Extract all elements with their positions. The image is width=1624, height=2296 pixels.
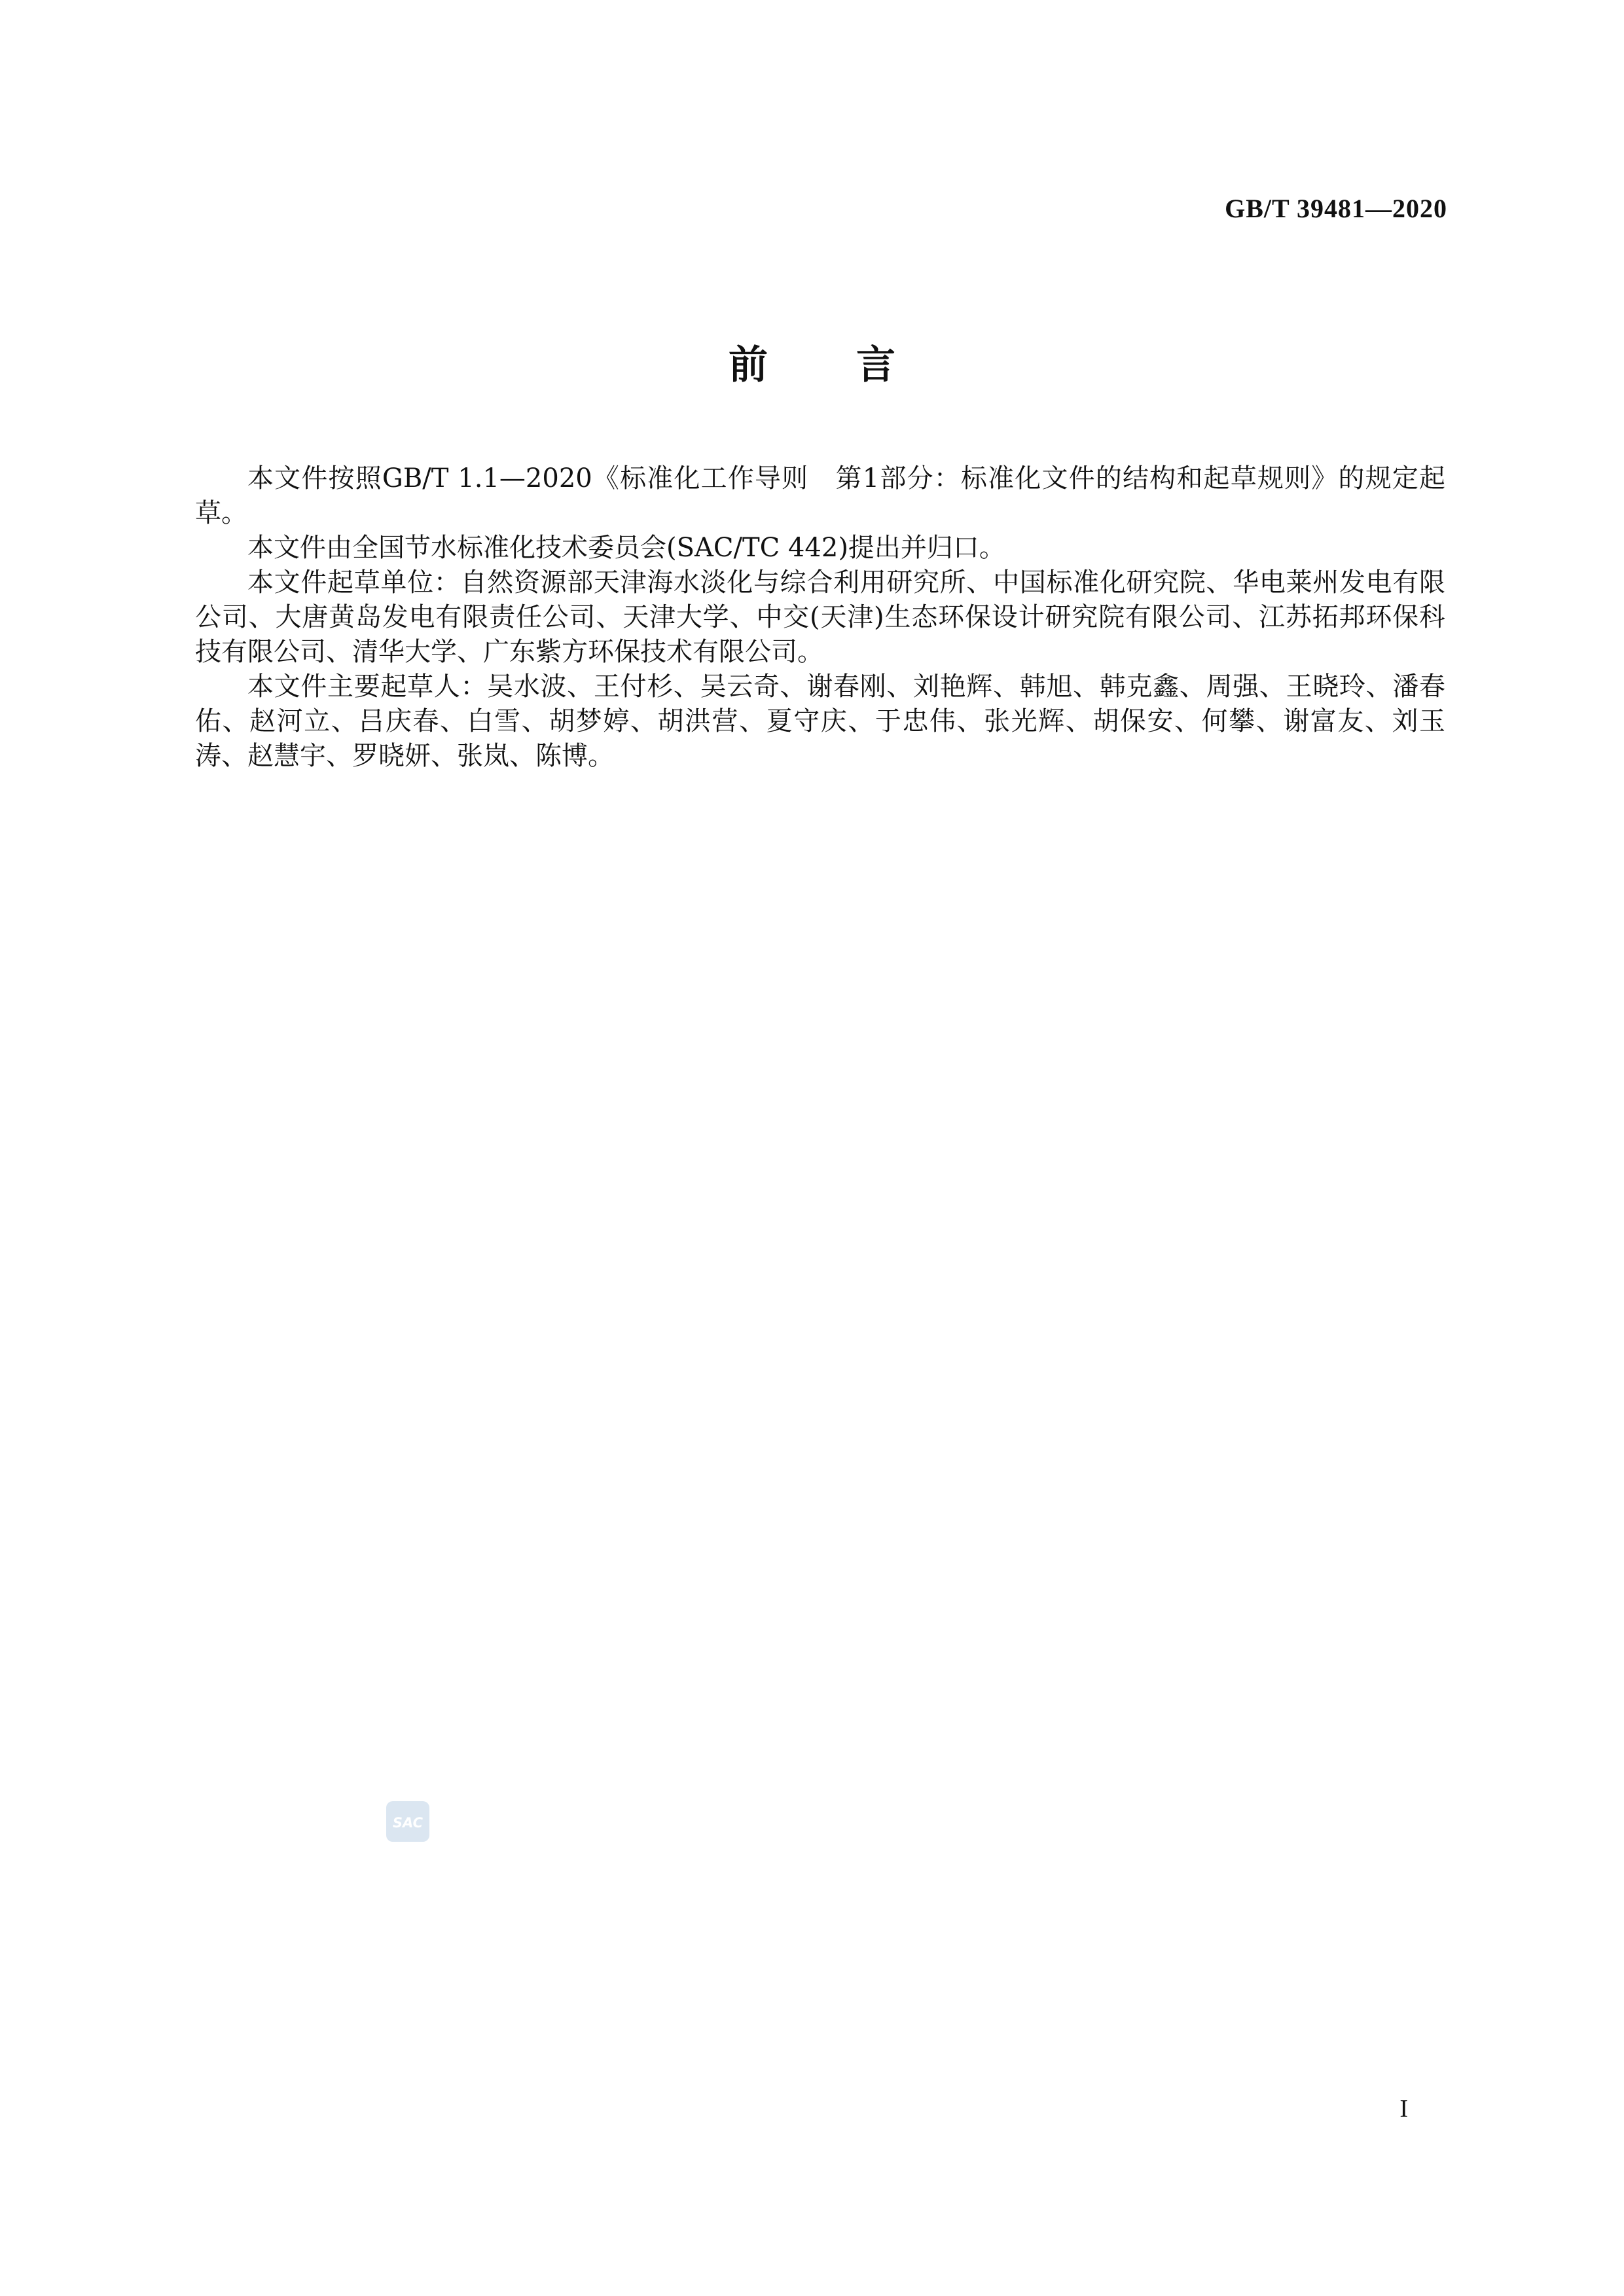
paragraph-drafting-units: 本文件起草单位：自然资源部天津海水淡化与综合利用研究所、中国标准化研究院、华电莱州发电有限公司、大唐黄岛发电有限责任公司、天津大学、中交(天津)生态环保设计研究院有限公司、江苏拓邦环保科技有限公司、清华大学、广东紫方环保技术有限公司。 [195,567,1445,667]
page-number: I [1399,2095,1408,2123]
foreword-body [195,461,1445,774]
sac-watermark-logo [386,1801,429,1842]
paragraph-drafting-rules: 本文件按照GB/T 1.1—2020《标准化工作导则 第1部分：标准化文件的结构和起草规则》的规定起草。 [195,463,1445,528]
page-title: 前言 [729,342,984,388]
standard-number: GB/T 39481—2020 [1225,194,1447,223]
paragraph-proposer: 本文件由全国节水标准化技术委员会(SAC/TC 442)提出并归口。 [247,533,1005,563]
watermark-text: SAC [392,1815,424,1831]
paragraph-drafters: 本文件主要起草人：吴水波、王付杉、吴云奇、谢春刚、刘艳辉、韩旭、韩克鑫、周强、王晓玲、潘春佑、赵河立、吕庆春、白雪、胡梦婷、胡洪营、夏守庆、于忠伟、张光辉、胡保安、何攀、谢富友、刘玉涛、赵慧宇、罗晓妍、张岚、陈博。 [195,672,1445,771]
